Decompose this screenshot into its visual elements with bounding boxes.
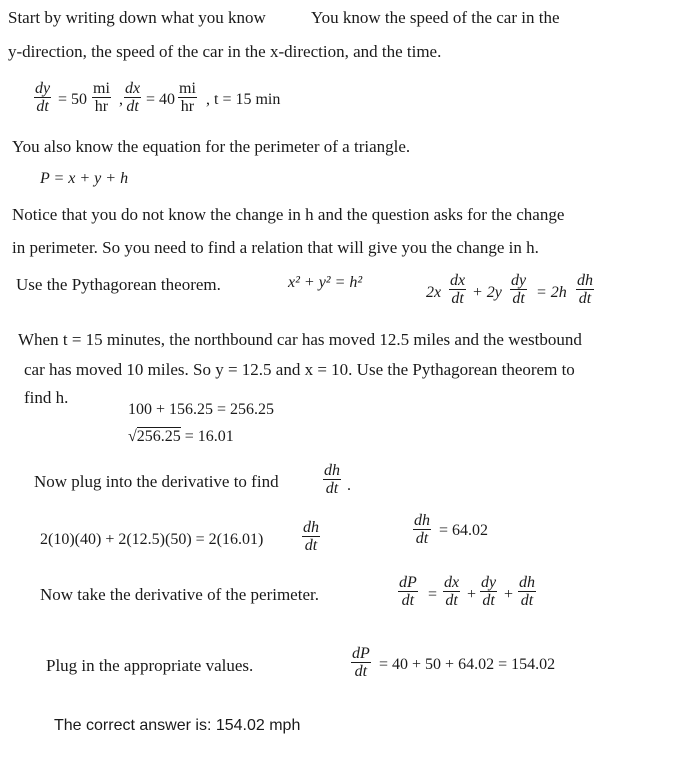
- sqrt-symbol: √: [128, 428, 137, 445]
- pythag-equation: x² + y² = h²: [288, 274, 363, 291]
- dy-dt-fraction: [34, 80, 51, 115]
- notice-line-2: in perimeter. So you need to find a relation that will give you the change in h.: [12, 238, 539, 257]
- frac-num: dP: [399, 574, 417, 591]
- term-2x: 2x: [426, 284, 442, 301]
- sqrt-argument: 256.25: [136, 428, 181, 445]
- frac-num: dx: [125, 80, 141, 97]
- equals: =: [428, 586, 438, 603]
- intro-line-1a: Start by writing down what you know: [8, 8, 266, 27]
- frac-num: dx: [450, 272, 466, 289]
- frac-den: dt: [520, 592, 534, 609]
- frac-num: mi: [93, 80, 110, 97]
- dx-dt-fraction: [443, 574, 460, 609]
- plug-dh-dt-fraction: [323, 462, 341, 497]
- intro-line-2: y-direction, the speed of the car in the x-direction, and the time.: [8, 42, 442, 61]
- dP-dt-fraction: [398, 574, 418, 609]
- frac-den: dt: [401, 592, 415, 609]
- frac-den: hr: [180, 98, 195, 115]
- frac-den: dt: [126, 98, 139, 115]
- frac-den: dt: [304, 537, 318, 554]
- plug-lhs: 2(10)(40) + 2(12.5)(50) = 2(16.01): [40, 531, 264, 548]
- when-line-2: car has moved 10 miles. So y = 12.5 and x = 10. Use the Pythagorean theorem to: [24, 360, 575, 379]
- frac-den: dt: [325, 480, 339, 497]
- dy-dt-fraction: [510, 272, 527, 307]
- plug-text: Now plug into the derivative to find: [34, 472, 279, 491]
- term-2y: + 2y: [472, 284, 502, 301]
- deriv-text: Now take the derivative of the perimeter.: [40, 585, 319, 604]
- frac-num: dy: [35, 80, 51, 97]
- dh-dt-fraction: [518, 574, 536, 609]
- when-line-1: When t = 15 minutes, the northbound car has moved 12.5 miles and the westbound: [18, 330, 582, 349]
- answer-text: The correct answer is: 154.02 mph: [54, 717, 301, 734]
- intro-line-1b: You know the speed of the car in the: [311, 8, 560, 27]
- time-value: , t = 15 min: [206, 91, 281, 108]
- perimeter-equation: P = x + y + h: [40, 170, 129, 187]
- frac-num: dh: [303, 519, 319, 536]
- values-result: = 40 + 50 + 64.02 = 154.02: [379, 656, 556, 673]
- frac-num: dy: [481, 574, 497, 591]
- frac-den: dt: [354, 663, 368, 680]
- comma: ,: [119, 91, 123, 108]
- pythag-label: Use the Pythagorean theorem.: [16, 275, 221, 294]
- plus: +: [467, 586, 477, 603]
- period: .: [347, 477, 351, 494]
- dx-dt-fraction: [124, 80, 141, 115]
- eq-dh-dt-fraction: [302, 519, 320, 554]
- dy-dt-fraction: [480, 574, 497, 609]
- frac-num: dy: [511, 272, 527, 289]
- plus: +: [504, 586, 514, 603]
- frac-num: dh: [519, 574, 535, 591]
- unit-mi-hr-1: [92, 80, 111, 115]
- when-line-3: find h.: [24, 388, 69, 407]
- dy-value: = 50: [58, 91, 88, 108]
- frac-den: dt: [36, 98, 49, 115]
- frac-num: mi: [179, 80, 196, 97]
- sqrt-result: = 16.01: [184, 428, 234, 445]
- frac-den: dt: [445, 592, 458, 609]
- calc-sqrt: [128, 428, 234, 446]
- frac-den: dt: [415, 530, 429, 547]
- frac-num: dP: [352, 645, 370, 662]
- frac-den: dt: [512, 290, 525, 307]
- frac-num: dh: [414, 512, 430, 529]
- dP-dt-fraction: [351, 645, 371, 680]
- dx-dt-fraction: [449, 272, 466, 307]
- res-dh-dt-fraction: [413, 512, 431, 547]
- frac-den: dt: [451, 290, 464, 307]
- term-2h: = 2h: [536, 284, 567, 301]
- dh-dt-fraction: [576, 272, 594, 307]
- res-value: = 64.02: [439, 522, 489, 539]
- perimeter-text: You also know the equation for the perimeter of a triangle.: [12, 137, 411, 156]
- frac-num: dh: [577, 272, 593, 289]
- unit-mi-hr-2: [178, 80, 197, 115]
- dx-value: = 40: [146, 91, 176, 108]
- frac-den: dt: [578, 290, 592, 307]
- frac-num: dx: [444, 574, 460, 591]
- frac-den: hr: [94, 98, 109, 115]
- values-text: Plug in the appropriate values.: [46, 656, 254, 675]
- frac-den: dt: [482, 592, 495, 609]
- notice-line-1: Notice that you do not know the change in h and the question asks for the change: [12, 205, 565, 224]
- frac-num: dh: [324, 462, 340, 479]
- calc-sum: 100 + 156.25 = 256.25: [128, 401, 275, 418]
